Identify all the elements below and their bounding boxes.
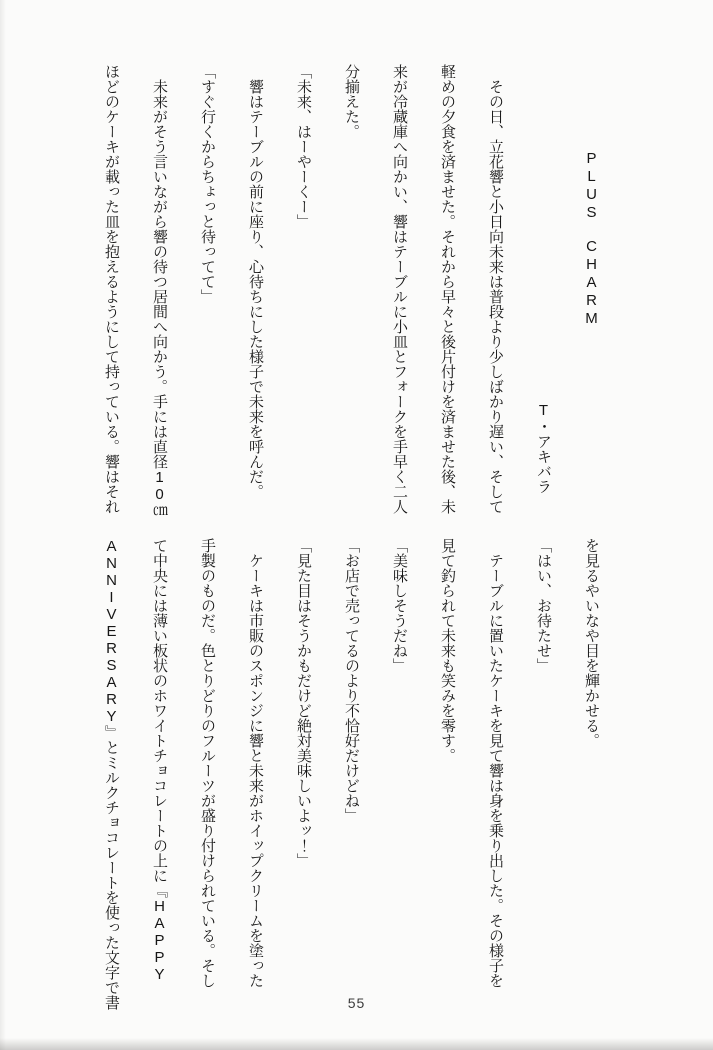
story-line: テーブルに置いたケーキを見て響は身を乗り出した。その様子を — [487, 553, 504, 988]
story-top-block — [87, 64, 615, 536]
scan-edge-shadow-bottom — [0, 1038, 713, 1050]
story-author: T・アキバラ — [535, 402, 552, 494]
story-line: 「お店で売ってるのより不恰好だけどね」 — [343, 538, 360, 823]
scan-edge-shadow-left — [0, 0, 6, 1050]
story-line: 軽めの夕食を済ませた。それから早々と後片付けを済ませた後、未 — [439, 64, 456, 514]
story-line: その日、立花響と小日向未来は普段より少しばかり遅い、そして — [487, 79, 504, 514]
story-line: 「見た目はそうかもだけど絶対美味しいよッ！」 — [295, 538, 312, 868]
story-line: て中央には薄い板状のホワイトチョコレートの上に『HAPPY — [151, 538, 168, 983]
story-line: 「未来、はーやーくー」 — [295, 64, 312, 229]
story-line: 「はい、お待たせ」 — [535, 538, 552, 673]
story-line: 「すぐ行くからちょっと待ってて」 — [199, 64, 216, 304]
story-line: 未来がそう言いながら響の待つ居間へ向かう。手には直径10㎝ — [151, 79, 168, 518]
story-bottom-block — [87, 538, 615, 1010]
story-line: 「美味しそうだね」 — [391, 538, 408, 673]
story-line: ANNIVERSARY』とミルクチョコレートを使った文字で書 — [103, 538, 120, 1010]
page-number: 55 — [347, 995, 366, 1011]
story-title: PLUS CHARM — [583, 150, 600, 328]
story-line: 響はテーブルの前に座り、心待ちにした様子で未来を呼んだ。 — [247, 79, 264, 499]
story-line: ケーキは市販のスポンジに響と未来がホイップクリームを塗った — [247, 553, 264, 988]
story-line: を見るやいなや目を輝かせる。 — [583, 538, 600, 748]
story-line: 見て釣られて未来も笑みを零す。 — [439, 538, 456, 763]
story-line: ほどのケーキが載った皿を抱えるようにして持っている。響はそれ — [103, 64, 120, 514]
story-line: 分揃えた。 — [343, 64, 360, 139]
story-line: 来が冷蔵庫へ向かい、響はテーブルに小皿とフォークを手早く二人 — [391, 64, 408, 514]
story-line: 手製のものだ。色とりどりのフルーツが盛り付けられている。そし — [199, 538, 216, 988]
